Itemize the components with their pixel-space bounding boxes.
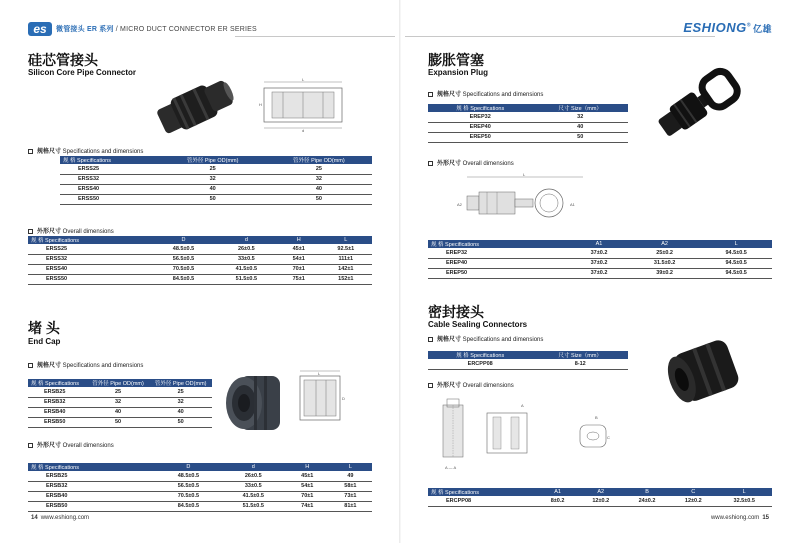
end-cap-photo (220, 368, 290, 438)
table-row (60, 184, 372, 194)
brand-name-cn: 亿雄 (752, 24, 772, 34)
table-cell: 41.5±0.5 (221, 491, 286, 501)
table-cell: 32 (87, 397, 150, 407)
table-cell: 25 (87, 387, 150, 397)
table-cell: ERSB32 (28, 481, 156, 491)
sealing-spec-table (428, 351, 628, 370)
col-header: L (716, 488, 772, 496)
table-row (428, 248, 772, 258)
table-header-row (28, 379, 212, 387)
col-header: A1 (538, 488, 578, 496)
table-cell: EREP40 (428, 122, 532, 132)
table-cell: 81±1 (329, 501, 372, 511)
table-cell: 8-12 (532, 359, 628, 369)
dim-label-L: L (318, 371, 321, 376)
col-header: 规 格 Specifications (428, 104, 532, 112)
table-cell: 40 (266, 184, 372, 194)
table-cell: 8±0.2 (538, 496, 578, 506)
spec-subtitle (28, 360, 143, 369)
table-cell: ERSS25 (28, 244, 152, 254)
section-title-cn: 硅芯管接头 (28, 52, 98, 68)
table-cell: ERSS50 (60, 194, 160, 204)
section-label: A — A (445, 465, 457, 470)
col-header: 规 格 Specifications (60, 156, 160, 164)
table-cell: 45±1 (286, 471, 329, 481)
table-cell: 48.5±0.5 (152, 244, 215, 254)
dim-subtitle (28, 226, 114, 235)
header (0, 0, 800, 40)
section-title-en: End Cap (28, 337, 61, 346)
spec-subtitle-cn: 规格尺寸 (437, 337, 462, 343)
table-header-row (28, 236, 372, 244)
table-cell: EREP32 (428, 112, 532, 122)
table-cell: 50 (87, 417, 150, 427)
col-header: 尺寸 Size（mm） (532, 351, 628, 359)
brand-logo (683, 20, 772, 35)
table-cell: 32 (149, 397, 212, 407)
col-header: 规 格 Specifications (428, 488, 538, 496)
table-cell: ERSS50 (28, 274, 152, 284)
table-row (28, 254, 372, 264)
table-row (428, 359, 628, 369)
cable-sealing-drawing (435, 395, 615, 475)
table-row (28, 501, 372, 511)
table-cell: ERSB50 (28, 417, 87, 427)
section-title-en: Expansion Plug (428, 68, 489, 77)
table-cell: ERSS40 (28, 264, 152, 274)
page-number: 14 (31, 515, 38, 521)
spec-subtitle-cn: 规格尺寸 (37, 149, 62, 155)
dim-label-A2: A2 (457, 202, 462, 207)
spec-subtitle (428, 334, 543, 343)
spec-subtitle-cn: 规格尺寸 (437, 92, 462, 98)
checkbox-icon (428, 92, 433, 97)
col-header: H (278, 236, 320, 244)
table-cell: 33±0.5 (221, 481, 286, 491)
brand-name: ESHIONG (683, 20, 747, 35)
spec-subtitle-cn: 规格尺寸 (37, 363, 62, 369)
table-cell: 92.5±1 (320, 244, 372, 254)
expansion-plug-photo (645, 55, 755, 150)
dim-subtitle-cn: 外形尺寸 (37, 229, 62, 235)
dim-subtitle-en: Overall dimensions (61, 443, 114, 449)
table-cell: ERCPP08 (428, 496, 538, 506)
endcap-spec-table (28, 379, 212, 428)
right-footer (711, 515, 772, 521)
section-title-en: Silicon Core Pipe Connector (28, 68, 137, 77)
col-header: d (221, 463, 286, 471)
col-header: L (320, 236, 372, 244)
dim-subtitle-en: Overall dimensions (461, 161, 514, 167)
col-header: L (700, 240, 772, 248)
table-cell: 32 (532, 112, 628, 122)
spec-subtitle (428, 89, 543, 98)
col-header: 规 格 Specifications (28, 379, 87, 387)
header-rule-left (235, 36, 395, 37)
table-row (428, 258, 772, 268)
brand-reg: ® (746, 22, 751, 29)
table-cell: ERSB25 (28, 471, 156, 481)
col-header: L (329, 463, 372, 471)
dim-label-L: L (302, 78, 305, 82)
table-header-row (28, 463, 372, 471)
silicon-dim-table (28, 236, 372, 285)
table-cell: 58±1 (329, 481, 372, 491)
col-header: D (152, 236, 215, 244)
table-cell: 31.5±0.2 (629, 258, 701, 268)
table-row (28, 244, 372, 254)
dim-label-D: D (342, 396, 345, 401)
dim-label-C: C (607, 435, 610, 440)
table-cell: 49 (329, 471, 372, 481)
table-cell: 12±0.2 (670, 496, 716, 506)
table-cell: 50 (266, 194, 372, 204)
spec-subtitle-en: Specifications and dimensions (61, 149, 144, 155)
col-header: 规 格 Specifications (28, 463, 156, 471)
dim-subtitle-cn: 外形尺寸 (437, 161, 462, 167)
table-cell: 94.5±0.5 (700, 268, 772, 278)
dim-subtitle (428, 158, 514, 167)
table-cell: 70±1 (278, 264, 320, 274)
table-header-row (60, 156, 372, 164)
page-number: 15 (762, 515, 769, 521)
plug-dim-table (428, 240, 772, 279)
table-cell: 26±0.5 (221, 471, 286, 481)
table-row (60, 174, 372, 184)
col-header: 管外径 Pipe OD(mm) (149, 379, 212, 387)
left-footer (28, 515, 89, 521)
dim-subtitle-en: Overall dimensions (461, 383, 514, 389)
table-cell: ERSS32 (28, 254, 152, 264)
table-cell: 152±1 (320, 274, 372, 284)
dim-subtitle-cn: 外形尺寸 (37, 443, 62, 449)
dim-subtitle-en: Overall dimensions (61, 229, 114, 235)
table-cell: EREP50 (428, 268, 569, 278)
col-header: C (670, 488, 716, 496)
table-cell: 70.5±0.5 (156, 491, 221, 501)
checkbox-icon (428, 383, 433, 388)
table-cell: 74±1 (286, 501, 329, 511)
table-cell: 48.5±0.5 (156, 471, 221, 481)
checkbox-icon (428, 337, 433, 342)
table-cell: 51.5±0.5 (215, 274, 278, 284)
table-row (28, 491, 372, 501)
spec-subtitle-en: Specifications and dimensions (61, 363, 144, 369)
table-cell: 26±0.5 (215, 244, 278, 254)
dim-label-d: d (302, 128, 305, 133)
table-cell: 41.5±0.5 (215, 264, 278, 274)
table-row (28, 274, 372, 284)
table-cell: EREP50 (428, 132, 532, 142)
header-rule-right (405, 36, 715, 37)
col-header: A2 (629, 240, 701, 248)
table-row (60, 164, 372, 174)
section-title-en: Cable Sealing Connectors (428, 320, 528, 329)
dim-subtitle (428, 380, 514, 389)
table-cell: 94.5±0.5 (700, 258, 772, 268)
table-row (428, 122, 628, 132)
table-cell: EREP32 (428, 248, 569, 258)
col-header: 管外径 Pipe OD(mm) (266, 156, 372, 164)
table-cell: ERSS32 (60, 174, 160, 184)
footer-url: www.eshiong.com (710, 515, 760, 521)
spec-subtitle-en: Specifications and dimensions (461, 92, 544, 98)
checkbox-icon (28, 149, 33, 154)
table-header-row (428, 351, 628, 359)
table-header-row (428, 488, 772, 496)
table-cell: 25 (149, 387, 212, 397)
col-header: 规 格 Specifications (428, 351, 532, 359)
col-header: 规 格 Specifications (428, 240, 569, 248)
section-title-cn: 密封接头 (428, 304, 484, 320)
section-title-cn: 堵 头 (28, 320, 60, 336)
spec-subtitle (28, 146, 143, 155)
col-header: D (156, 463, 221, 471)
col-header: 管外径 Pipe OD(mm) (87, 379, 150, 387)
table-cell: 24±0.2 (624, 496, 670, 506)
table-cell: 56.5±0.5 (152, 254, 215, 264)
checkbox-icon (28, 363, 33, 368)
table-cell: 94.5±0.5 (700, 248, 772, 258)
table-cell: 84.5±0.5 (156, 501, 221, 511)
table-row (28, 387, 212, 397)
table-cell: ERSB40 (28, 407, 87, 417)
table-cell: 84.5±0.5 (152, 274, 215, 284)
table-cell: 111±1 (320, 254, 372, 264)
table-cell: 33±0.5 (215, 254, 278, 264)
table-cell: 40 (532, 122, 628, 132)
table-cell: 142±1 (320, 264, 372, 274)
table-row (28, 407, 212, 417)
table-cell: 25 (160, 164, 266, 174)
table-cell: ERSS40 (60, 184, 160, 194)
table-cell: 37±0.2 (569, 248, 629, 258)
table-header-row (428, 104, 628, 112)
table-row (28, 417, 212, 427)
table-row (28, 397, 212, 407)
plug-spec-table (428, 104, 628, 143)
dim-subtitle-cn: 外形尺寸 (437, 383, 462, 389)
table-cell: ERSB40 (28, 491, 156, 501)
col-header: 尺寸 Size（mm） (532, 104, 628, 112)
table-header-row (428, 240, 772, 248)
series-logo: es (28, 22, 52, 36)
series-title-cn: 微管接头 ER 系列 (56, 26, 114, 33)
table-cell: 75±1 (278, 274, 320, 284)
col-header: A2 (578, 488, 624, 496)
series-title-en: / MICRO DUCT CONNECTOR ER SERIES (113, 26, 257, 33)
table-row (60, 194, 372, 204)
table-cell: 39±0.2 (629, 268, 701, 278)
table-cell: 32.5±0.5 (716, 496, 772, 506)
table-cell: 70±1 (286, 491, 329, 501)
series-title (56, 24, 257, 34)
silicon-connector-photo (150, 72, 240, 142)
table-cell: 37±0.2 (569, 268, 629, 278)
dim-label-A: A (521, 403, 524, 408)
table-cell: 40 (149, 407, 212, 417)
dim-label-H: H (259, 102, 262, 107)
table-cell: ERSS25 (60, 164, 160, 174)
table-cell: 50 (532, 132, 628, 142)
table-cell: 37±0.2 (569, 258, 629, 268)
table-cell: 54±1 (286, 481, 329, 491)
table-cell: 51.5±0.5 (221, 501, 286, 511)
section-title-cn: 膨胀管塞 (428, 52, 484, 68)
table-row (428, 268, 772, 278)
table-cell: 40 (87, 407, 150, 417)
table-row (428, 132, 628, 142)
table-cell: 70.5±0.5 (152, 264, 215, 274)
table-cell: 73±1 (329, 491, 372, 501)
table-cell: 40 (160, 184, 266, 194)
table-cell: ERCPP08 (428, 359, 532, 369)
silicon-spec-table (60, 156, 372, 205)
checkbox-icon (428, 161, 433, 166)
footer-url: www.eshiong.com (40, 515, 90, 521)
col-header: 规 格 Specifications (28, 236, 152, 244)
endcap-dim-table (28, 463, 372, 512)
sealing-dim-table (428, 488, 772, 507)
table-cell: 50 (149, 417, 212, 427)
col-header: 管外径 Pipe OD(mm) (160, 156, 266, 164)
table-cell: 32 (266, 174, 372, 184)
end-cap-drawing (290, 368, 350, 428)
table-cell: 25±0.2 (629, 248, 701, 258)
table-cell: 50 (160, 194, 266, 204)
table-cell: 32 (160, 174, 266, 184)
table-cell: 56.5±0.5 (156, 481, 221, 491)
checkbox-icon (28, 443, 33, 448)
table-cell: ERSB50 (28, 501, 156, 511)
col-header: H (286, 463, 329, 471)
table-row (28, 481, 372, 491)
col-header: A1 (569, 240, 629, 248)
page-gutter (399, 0, 401, 543)
table-cell: EREP40 (428, 258, 569, 268)
dim-label-B: B (595, 415, 598, 420)
table-row (28, 471, 372, 481)
col-header: B (624, 488, 670, 496)
dim-label-A1: A1 (570, 202, 575, 207)
table-cell: ERSB32 (28, 397, 87, 407)
expansion-plug-drawing (455, 172, 595, 230)
table-row (428, 496, 772, 506)
table-cell: 45±1 (278, 244, 320, 254)
table-cell: 12±0.2 (578, 496, 624, 506)
dim-label-L: L (523, 172, 526, 177)
col-header: d (215, 236, 278, 244)
checkbox-icon (28, 229, 33, 234)
table-row (428, 112, 628, 122)
table-cell: 54±1 (278, 254, 320, 264)
silicon-connector-drawing (258, 78, 348, 133)
spec-subtitle-en: Specifications and dimensions (461, 337, 544, 343)
cable-sealing-photo (660, 330, 750, 410)
dim-subtitle (28, 440, 114, 449)
table-cell: ERSB25 (28, 387, 87, 397)
table-cell: 25 (266, 164, 372, 174)
table-row (28, 264, 372, 274)
